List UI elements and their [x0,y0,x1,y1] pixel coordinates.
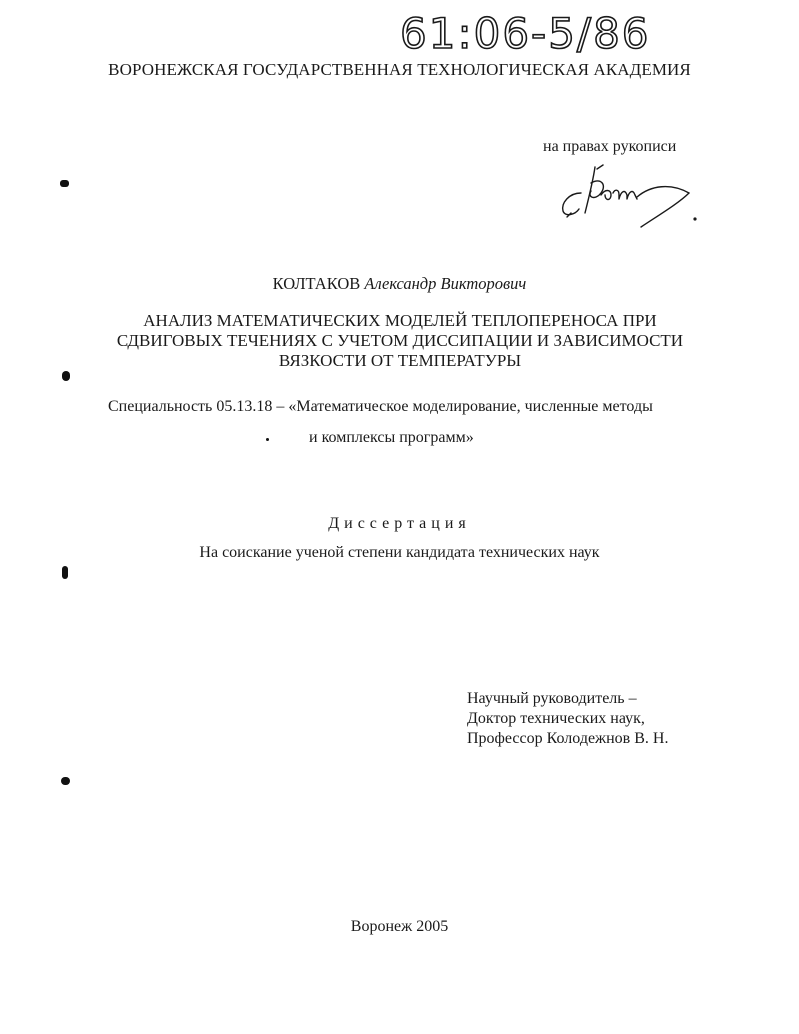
scan-speck [62,371,70,381]
manuscript-note: на правах рукописи [543,138,677,155]
advisor-line: Профессор Колодежнов В. Н. [467,730,669,747]
dissertation-title [100,311,700,371]
archive-code-text: 61:06-5/86 [400,9,651,56]
title-line: АНАЛИЗ МАТЕМАТИЧЕСКИХ МОДЕЛЕЙ ТЕПЛОПЕРЕНОСА ПРИ [143,311,657,330]
degree-statement: На соискание ученой степени кандидата технических наук [199,544,600,561]
city-and-year: Воронеж 2005 [350,918,449,935]
author-given-names: Александр Викторович [364,274,527,293]
scientific-advisor [467,689,668,749]
title-line: ВЯЗКОСТИ ОТ ТЕМПЕРАТУРЫ [278,351,522,370]
author-name [0,274,799,294]
author-surname: КОЛТАКОВ [272,274,361,293]
document-type: Диссертация [328,515,471,532]
advisor-line: Научный руководитель – [467,690,637,707]
title-line: СДВИГОВЫХ ТЕЧЕНИЯХ С УЧЕТОМ ДИССИПАЦИИ И ЗАВИСИМОСТИ [116,331,684,350]
advisor-line: Доктор технических наук, [467,710,645,727]
scan-speck [61,777,70,785]
scan-speck [60,180,69,187]
specialty-line: Специальность 05.13.18 – «Математическое моделирование, численные методы [108,398,653,415]
scan-speck [62,566,68,579]
handwritten-archive-code [398,8,728,56]
author-signature [555,163,705,235]
scan-speck [266,438,269,441]
specialty-line-continued: и комплексы программ» [309,429,474,446]
institution-name: ВОРОНЕЖСКАЯ ГОСУДАРСТВЕННАЯ ТЕХНОЛОГИЧЕСКАЯ АКАДЕМИЯ [108,60,691,79]
